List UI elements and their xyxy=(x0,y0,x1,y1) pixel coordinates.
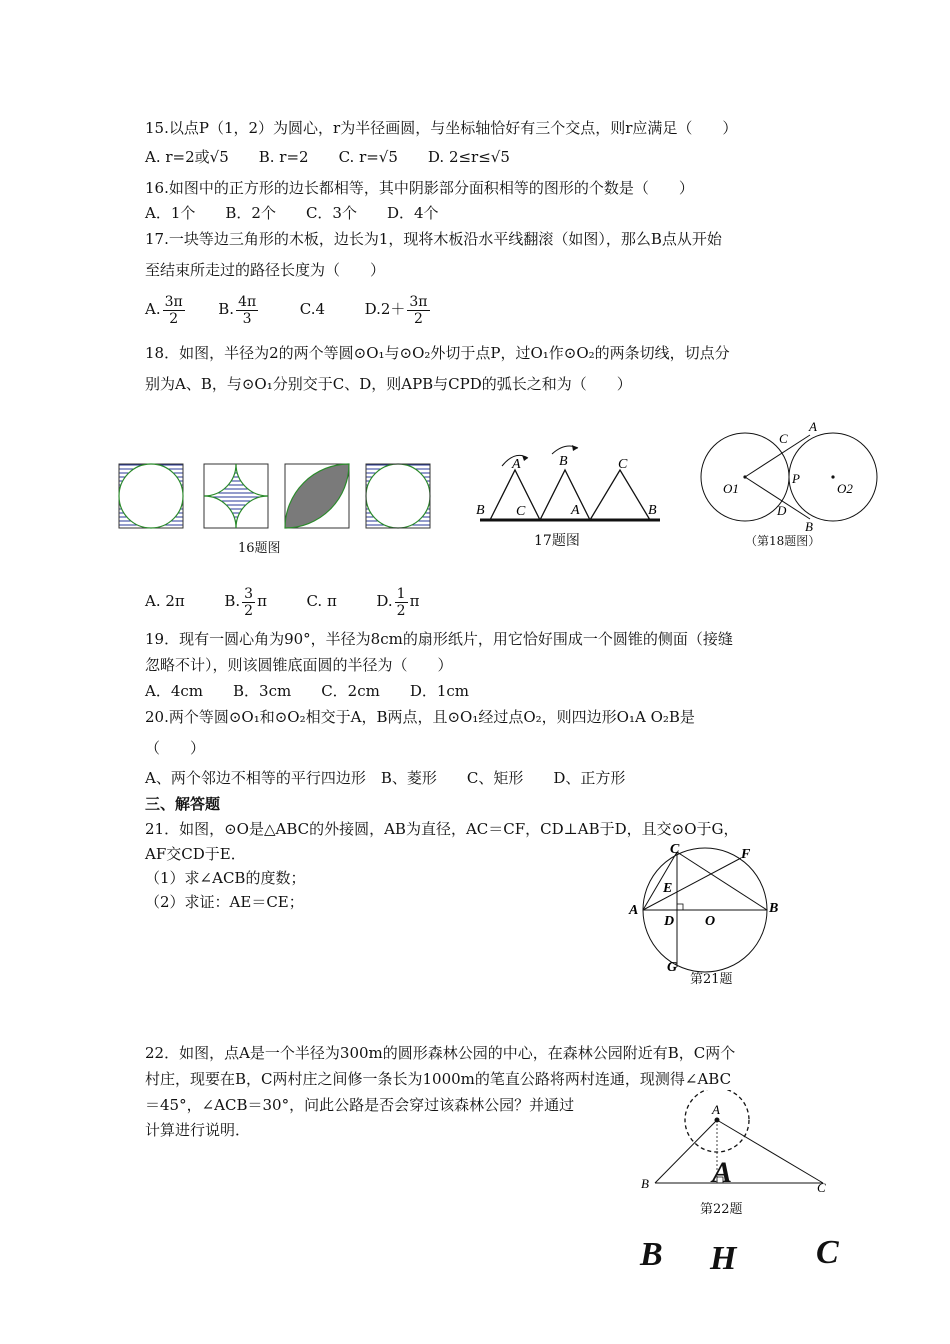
q17-stem-line1: 17.一块等边三角形的木板，边长为1，现将木板沿水平线翻滚（如图），那么B点从开始 xyxy=(145,230,722,248)
q17-label-b2: B xyxy=(559,454,568,469)
q21-figure-caption: 第21题 xyxy=(690,972,733,987)
q19-stem-line2: 忽略不计），则该圆锥底面圆的半径为（ ） xyxy=(145,656,453,674)
q22-big-label-a: A xyxy=(712,1156,733,1189)
q21-line2: AF交CD于E． xyxy=(145,845,246,863)
q17-options xyxy=(145,292,432,327)
q18-figure-caption: （第18题图） xyxy=(745,534,821,548)
q22-figure-caption: 第22题 xyxy=(700,1202,743,1217)
section-heading: 三、解答题 xyxy=(145,795,221,813)
q16-square-4 xyxy=(366,464,430,528)
q18-opt-d: D. $\frac{1}{2}$ π xyxy=(376,585,420,619)
bottom-label-b: B xyxy=(640,1236,663,1273)
q20-options: A、两个邻边不相等的平行四边形 B、菱形 C、矩形 D、正方形 xyxy=(145,769,626,787)
q18-label-a: A xyxy=(809,419,817,434)
q22-line4: 计算进行说明． xyxy=(145,1121,251,1139)
q21-label-c: C xyxy=(670,842,680,857)
q18-stem-line2: 别为A、B，与⊙O₁分别交于C、D，则APB与CPD的弧长之和为（ ） xyxy=(145,375,632,393)
q17-opt-b: B. $\frac{4\pi}{3}$ xyxy=(218,293,257,327)
q21-part2: （2）求证：AE＝CE； xyxy=(145,893,304,911)
q16-square-2 xyxy=(204,464,268,528)
q17-opt-c: C.4 xyxy=(299,300,326,318)
q22-line3: ＝45°，∠ACB＝30°，问此公路是否会穿过该森林公园？并通过 xyxy=(145,1096,575,1114)
q17-label-a1: A xyxy=(512,457,521,472)
q22-figure xyxy=(635,1090,835,1200)
q17-figure xyxy=(470,440,670,530)
q19-stem-line1: 19．现有一圆心角为90°，半径为8cm的扇形纸片，用它恰好围成一个圆锥的侧面（接缝 xyxy=(145,630,733,648)
q16-square-3 xyxy=(285,464,349,528)
q17-opt-a: A. $\frac{3\pi}{2}$ xyxy=(145,293,183,327)
q18-options xyxy=(145,584,419,619)
q17-label-a2: A xyxy=(571,503,580,518)
bottom-label-h: H xyxy=(710,1240,737,1277)
q18-label-o2: O2 xyxy=(837,481,853,496)
q18-figure xyxy=(695,415,890,535)
q22-label-c: C xyxy=(817,1180,826,1195)
q17-label-b1: B xyxy=(476,503,485,518)
q18-opt-c: C. π xyxy=(306,592,337,610)
q18-stem-line1: 18．如图，半径为2的两个等圆⊙O₁与⊙O₂外切于点P，过O₁作⊙O₂的两条切线，切点分 xyxy=(145,344,730,362)
q22-line1: 22．如图，点A是一个半径为300m的圆形森林公园的中心，在森林公园附近有B，C两个 xyxy=(145,1044,736,1062)
q18-label-p: P xyxy=(792,471,800,486)
q18-label-c: C xyxy=(779,431,788,446)
q20-paren: （ ） xyxy=(145,739,206,757)
q17-stem-line2: 至结束所走过的路径长度为（ ） xyxy=(145,261,386,279)
q22-label-a: A xyxy=(712,1102,720,1117)
q21-label-e: E xyxy=(663,881,673,896)
q16-options: A．1个 B．2个 C．3个 D．4个 xyxy=(145,204,439,222)
q21-label-b: B xyxy=(769,901,779,916)
q21-figure xyxy=(625,838,785,978)
q21-label-o: O xyxy=(705,914,716,929)
q19-options: A．4cm B．3cm C．2cm D．1cm xyxy=(145,682,470,700)
q18-label-o1: O1 xyxy=(723,481,739,496)
q15-stem: 15.以点P（1，2）为圆心，r为半径画圆，与坐标轴恰好有三个交点，则r应满足（ ） xyxy=(145,119,738,137)
q18-label-d: D xyxy=(777,503,787,518)
q16-figure-caption: 16题图 xyxy=(238,541,281,556)
q18-opt-a: A. 2π xyxy=(145,592,185,610)
q22-label-b: B xyxy=(641,1176,649,1191)
q21-label-a: A xyxy=(629,903,639,918)
q18-opt-b: B. $\frac{3}{2}$ π xyxy=(224,585,267,619)
q21-label-d: D xyxy=(664,914,675,929)
q21-label-g: G xyxy=(667,960,678,975)
q17-label-b3: B xyxy=(648,503,657,518)
q17-label-c1: C xyxy=(516,504,526,519)
q21-label-f: F xyxy=(741,847,751,862)
q21-part1: （1）求∠ACB的度数； xyxy=(145,869,306,887)
bottom-label-c: C xyxy=(816,1234,839,1271)
q17-label-c2: C xyxy=(618,457,628,472)
q16-square-1 xyxy=(119,464,183,528)
q21-line1: 21．如图，⊙O是△ABC的外接圆，AB为直径，AC＝CF，CD⊥AB于D，且交⊙O于G， xyxy=(145,820,739,838)
q17-opt-d: D.2＋ $\frac{3\pi}{2}$ xyxy=(364,293,428,327)
q16-stem: 16.如图中的正方形的边长都相等，其中阴影部分面积相等的图形的个数是（ ） xyxy=(145,179,694,197)
q22-line2: 村庄，现要在B，C两村庄之间修一条长为1000m的笔直公路将两村连通，现测得∠ABC xyxy=(145,1070,732,1088)
q15-options: A. r=2或√5 B. r=2 C. r=√5 D. 2≤r≤√5 xyxy=(145,148,510,166)
q16-figure xyxy=(115,460,435,532)
q17-figure-caption: 17题图 xyxy=(534,533,580,549)
q20-stem: 20.两个等圆⊙O₁和⊙O₂相交于A，B两点，且⊙O₁经过点O₂，则四边形O₁A O₂B是 xyxy=(145,708,695,726)
q18-label-b: B xyxy=(805,519,813,534)
